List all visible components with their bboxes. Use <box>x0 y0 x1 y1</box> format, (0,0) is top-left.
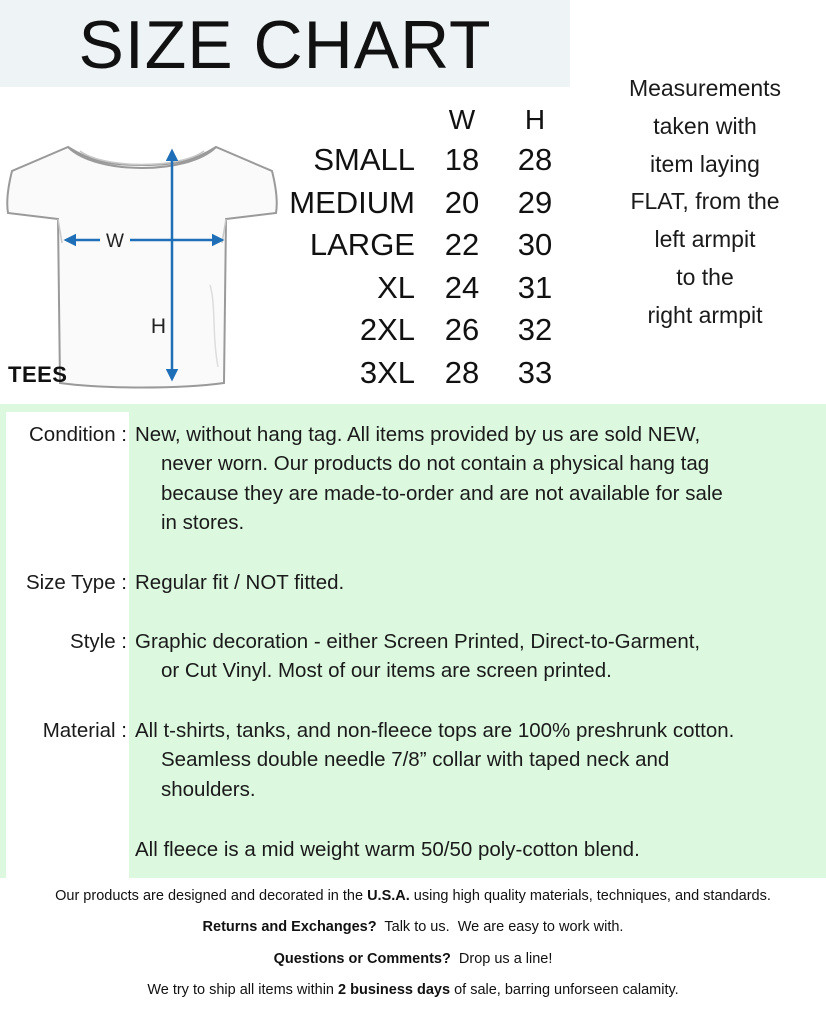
footer-line-questions <box>0 951 826 967</box>
size-name: MEDIUM <box>289 184 415 220</box>
tshirt-outline <box>7 147 277 388</box>
footer-line-usa <box>0 888 826 904</box>
size-name: SMALL <box>313 142 415 177</box>
size-height-value: 30 <box>517 227 553 262</box>
footer-bold: 2 business days <box>338 982 451 998</box>
tshirt-illustration <box>0 135 285 395</box>
fleece-line: All fleece is a mid weight warm 50/50 poly-cotton blend. <box>135 838 640 861</box>
footer-text: using high quality materials, techniques, and standards. <box>409 888 771 904</box>
size-width-value: 18 <box>444 142 480 177</box>
footer-line-returns <box>0 919 826 935</box>
footer-text: Drop us a line! <box>450 951 553 967</box>
footer-text: of sale, barring unforseen calamity. <box>450 982 679 998</box>
material-line: shoulders. <box>161 777 256 801</box>
style-line: or Cut Vinyl. Most of our items are screen printed. <box>161 659 612 683</box>
material-text <box>135 716 815 804</box>
header-w: W <box>448 104 476 135</box>
condition-label: Condition : <box>28 423 127 446</box>
condition-line: never worn. Our products do not contain a physical hang tag <box>161 452 710 476</box>
condition-line: in stores. <box>161 510 245 534</box>
condition-text <box>135 420 815 537</box>
measurement-note <box>600 70 810 335</box>
size-row <box>280 140 570 180</box>
size-height-value: 29 <box>517 184 553 220</box>
size-row <box>280 183 570 223</box>
size-height-value: 33 <box>517 354 553 390</box>
footer-bold: U.S.A. <box>367 888 410 904</box>
size-name: 2XL <box>359 312 415 347</box>
footer-line-shipping <box>0 982 826 998</box>
footer-text: Our products are designed and decorated in the <box>55 888 368 904</box>
size-name: 3XL <box>359 354 415 390</box>
material-line: Seamless double needle 7/8” collar with taped neck and <box>161 748 670 772</box>
footer-text: We try to ship all items within <box>147 982 339 998</box>
condition-line: because they are made-to-order and are not available for sale <box>161 481 723 505</box>
material-label: Material : <box>42 719 127 742</box>
size-width-value: 26 <box>444 312 480 347</box>
size-width-value: 28 <box>444 354 480 390</box>
size-table-header <box>280 100 570 140</box>
height-label: H <box>150 315 166 338</box>
footer-text: Talk to us. We are easy to work with. <box>376 919 624 935</box>
size-name: XL <box>377 269 415 305</box>
size-type-text <box>135 568 815 597</box>
material-line: All t-shirts, tanks, and non-fleece tops are 100% preshrunk cotton. <box>135 719 735 742</box>
style-line: Graphic decoration - either Screen Printed, Direct-to-Garment, <box>135 630 701 653</box>
condition-line: New, without hang tag. All items provided by us are sold NEW, <box>135 423 701 446</box>
measurement-note-line: Measurements <box>628 75 782 101</box>
measurement-note-line: left armpit <box>654 226 756 253</box>
size-width-value: 20 <box>444 184 480 220</box>
page-title: SIZE CHART <box>78 7 492 83</box>
header-h: H <box>524 104 546 135</box>
size-row <box>280 225 570 265</box>
measurement-note-line: right armpit <box>647 301 763 328</box>
size-row <box>280 310 570 350</box>
product-type-label: TEES <box>8 362 68 387</box>
size-width-value: 24 <box>444 269 480 305</box>
fleece-text <box>135 835 815 864</box>
measurement-note-line: to the <box>676 263 734 290</box>
style-label: Style : <box>70 630 127 653</box>
size-type-line: Regular fit / NOT fitted. <box>135 571 345 594</box>
measurement-note-line: item laying <box>650 150 760 177</box>
size-width-value: 22 <box>444 227 480 262</box>
measurement-note-line: FLAT, from the <box>630 188 780 215</box>
size-height-value: 28 <box>517 142 553 177</box>
size-height-value: 32 <box>517 312 553 347</box>
style-text <box>135 627 815 686</box>
size-row <box>280 268 570 308</box>
width-label: W <box>106 231 124 252</box>
size-name: LARGE <box>309 227 415 262</box>
footer-bold: Questions or Comments? <box>273 951 451 967</box>
measurement-note-line: taken with <box>653 112 757 139</box>
footer-bold: Returns and Exchanges? <box>202 919 377 935</box>
size-row <box>280 353 570 393</box>
size-type-label: Size Type : <box>25 571 127 594</box>
size-height-value: 31 <box>517 269 553 305</box>
